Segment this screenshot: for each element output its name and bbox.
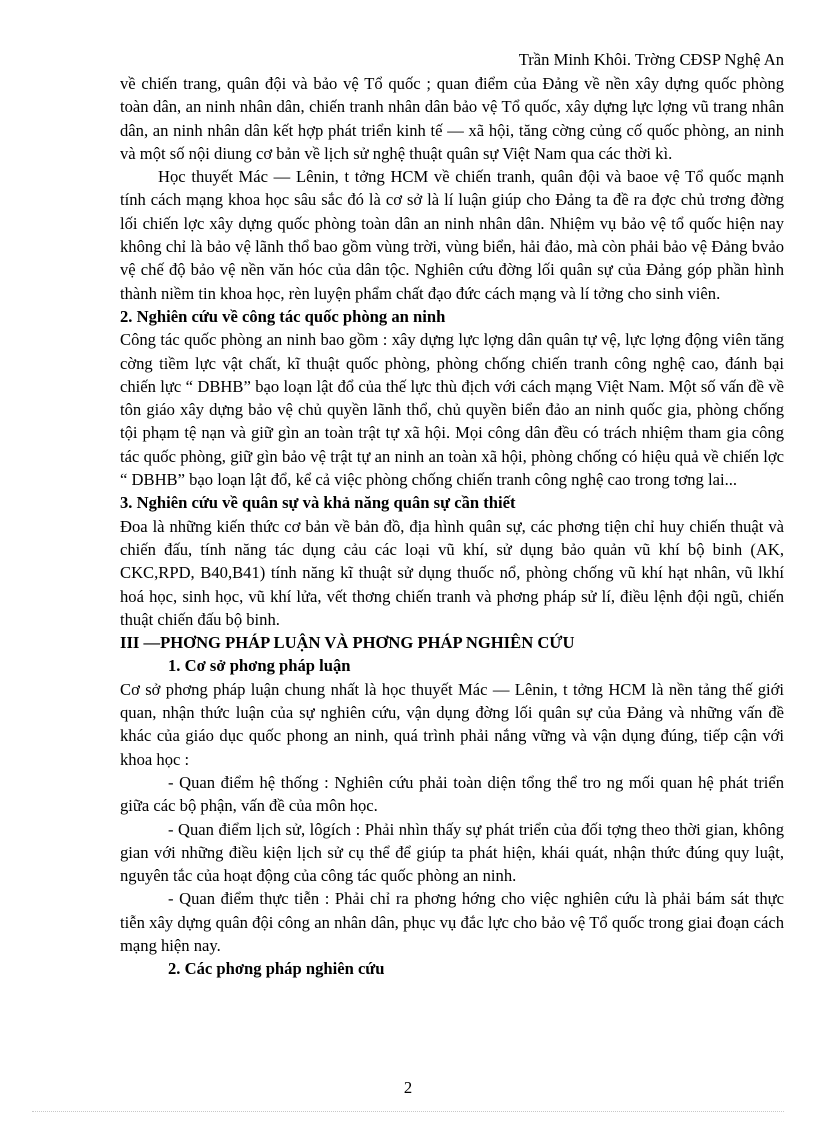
- page-boundary-rule: [32, 1111, 784, 1112]
- page-header: Trần Minh Khôi. Trờng CĐSP Nghệ An: [518, 50, 784, 69]
- subsection-heading: 1. Cơ sở phơng pháp luận: [168, 656, 351, 676]
- document-body: [120, 72, 784, 981]
- paragraph: Học thuyết Mác — Lênin, t tởng HCM về chiến tranh, quân đội và baoe vệ Tổ quốc mạnh tính cách mạng khoa học sâu sắc đó là cơ sở là lí luận giúp cho Đảng ta đề ra đợc chủ trơng đờng lối chiến lợc xây dựng quốc phòng toàn dân an ninh nhân dân. Nhiệm vụ bảo vệ tổ quốc hiện nay không chỉ là bảo vệ lãnh thổ bao gồm vùng trời, vùng biển, hải đảo, mà còn phải bảo vệ Đảng bvảo vệ chế độ bảo vệ nền văn hóc của dân tộc. Nghiên cứu đờng lối quân sự của Đảng góp phần hình thành niềm tin khoa học, rèn luyện phẩm chất đạo đức cách mạng và lí tởng cho sinh viên.: [120, 167, 784, 303]
- page-number: 2: [403, 1078, 413, 1097]
- section-heading: 2. Nghiên cứu về công tác quốc phòng an ninh: [120, 306, 446, 326]
- paragraph: Đoa là những kiến thức cơ bản về bản đồ, địa hình quân sự, các phơng tiện chỉ huy chiến thuật và chiến đấu, tính năng tác dụng cảu các loại vũ khí, sử dụng bảo quản vũ khí bộ binh (AK, CKC,RPD, B40,B41) tính năng kĩ thuật sử dụng thuốc nổ, phòng chống vũ khí hạt nhân, vũ lkhí hoá học, sinh học, vũ khí lửa, vết thơng chiến tranh và phơng pháp sử lí, điều lệnh đội ngũ, chiến thuật chiến đấu bộ binh.: [120, 516, 784, 629]
- paragraph: về chiến trang, quân đội và bảo vệ Tổ quốc ; quan điểm của Đảng về nền xây dựng quốc phòng toàn dân, an ninh nhân dân, chiến tranh nhân dân bảo vệ Tổ quốc, xây dựng lực lợng vũ trang nhân dân, an ninh nhân dân kết hợp phát triển kinh tế — xã hội, tăng cờng củng cố quốc phòng, an ninh và một số nội diung cơ bản về lịch sử nghệ thuật quân sự Việt Nam qua các thời kì.: [120, 74, 784, 163]
- paragraph: Công tác quốc phòng an ninh bao gồm : xây dựng lực lợng dân quân tự vệ, lực lợng động viên tăng cờng tiềm lực vật chất, kĩ thuật quốc phòng, phòng chống chiến tranh công nghệ cao, đánh bại chiến lực “ DBHB” bạo loạn lật đổ của thế lực thù địch với cách mạng Việt Nam. Một số vấn đề về tôn giáo xây dựng bảo vệ chủ quyền lãnh thổ, chủ quyền biển đảo an ninh quốc gia, phòng chống tội phạm tệ nạn và giữ gìn an toàn trật tự xã hội. Mọi công dân đều có trách nhiệm tham gia công tác quốc phòng, giữ gìn bảo vệ trật tự an ninh an toàn xã hội, phòng chống có hiệu quả về chiến lợc “ DBHB” bạo loạn lật đổ, kể cả việc phòng chống chiến tranh công nghệ cao trong tơng lai...: [120, 330, 784, 490]
- paragraph: - Quan điểm thực tiễn : Phải chỉ ra phơng hớng cho việc nghiên cứu là phải bám sát thực tiễn xây dựng quân đội công an nhân dân, phục vụ đắc lực cho bảo vệ Tổ quốc trong giai đoạn cách mạng hiện nay.: [120, 889, 784, 955]
- paragraph: - Quan điểm hệ thống : Nghiên cứu phải toàn diện tổng thể tro ng mối quan hệ phát triển giữa các bộ phận, vấn đề của môn học.: [120, 772, 784, 816]
- section-heading: III —PHƠNG PHÁP LUẬN VÀ PHƠNG PHÁP NGHIÊN CỨU: [120, 633, 575, 653]
- section-heading: 3. Nghiên cứu về quân sự và khả năng quân sự cần thiết: [120, 493, 516, 513]
- subsection-heading: 2. Các phơng pháp nghiên cứu: [168, 959, 385, 979]
- paragraph: - Quan điểm lịch sử, lôgích : Phải nhìn thấy sự phát triển của đối tợng theo thời gian, không gian với những điều kiện lịch sử cụ thể để giúp ta phát hiện, khái quát, nhận thức đúng quy luật, nguyên tắc của hoạt động của công tác quốc phòng an ninh.: [120, 819, 784, 886]
- paragraph: Cơ sở phơng pháp luận chung nhất là học thuyết Mác — Lênin, t tởng HCM là nền tảng thế giới quan, nhận thức luận của sự nghiên cứu, vận dụng đờng lối quân sự của Đảng và những vấn đề khác của giáo dục quốc phong an ninh, quá trình phải nắng vững và vận dụng đúng, tiếp cận với khoa học :: [120, 679, 784, 769]
